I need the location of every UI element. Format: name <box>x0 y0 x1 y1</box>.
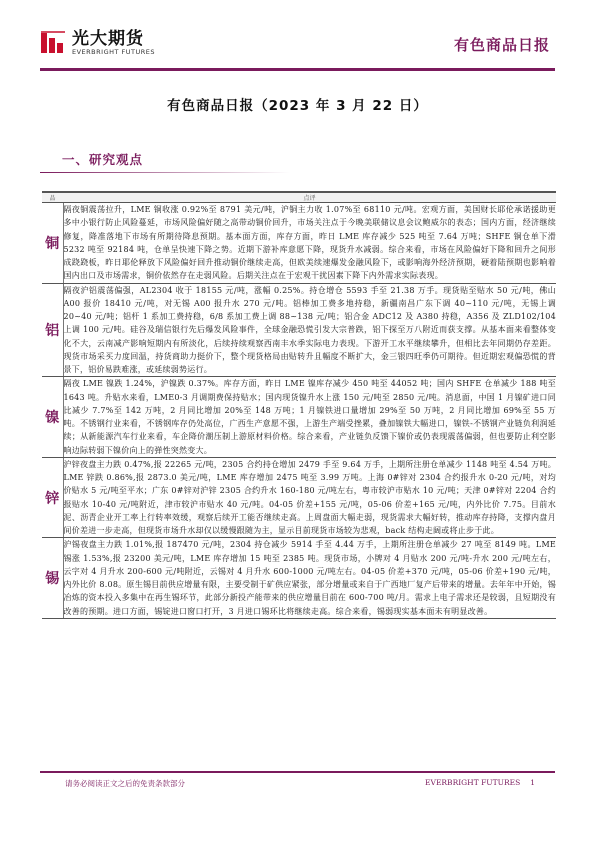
footer-info <box>415 778 535 787</box>
table-header-row <box>42 192 556 203</box>
document-title: 有色商品日报（2023 年 3 月 22 日） <box>167 98 428 114</box>
section-underline <box>40 172 290 173</box>
table-row-nickel <box>42 377 556 458</box>
commentary-table <box>42 191 556 619</box>
logo-mark-icon <box>40 30 66 56</box>
comment-nickel: 隔夜 LME 镍跌 1.24%，沪镍跌 0.37%。库存方面，昨日 LME 镍库存减少 450 吨至 44052 吨；国内 SHFE 仓单减少 188 吨至 1643 吨。升贴水来看，LME0-3 月调期费保持贴水；国内现货镍升水上涨 150 元/吨至 2850 元/吨。消息面，中国 1 月镍矿进口同比减少 7.7%至 142 万吨，2 月同比增加 20%至 148 万吨；1 月镍铁进口量增加 29%至 50 万吨，2 月同比增加 69%至 55 万吨。不锈钢行业来看，不锈钢库存仍处高位，广西生产意愿不强，上游生产端受挫累，叠加镍铁大幅进口，镍铁-不锈钢产业链负利润延续；从新能源汽车行业来看，车企降价潮压制上游原材料价格。综合来看，产业链负反馈下镍价或仍表现震荡偏弱，但也要防止利空影响边际转弱下镍价向上的弹性突然变大。 <box>63 377 556 458</box>
comment-tin: 沪锡夜盘主力跌 1.01%,报 187470 元/吨，2304 持仓减少 5914 手至 4.44 万手，上期所注册仓单减少 27 吨至 8149 吨。LME 锡涨 1.53%,报 23200 美元/吨，LME 库存增加 15 吨至 2385 吨。现货市场，小牌对 4 月贴水 200 元/吨-升水 200 元/吨左右，云字对 4 月升水 200-600 元/吨附近，云锡对 4 月升水 600-1000 元/吨左右。04-05 价差+370 元/吨，05-06 价差+190 元/吨，内外比价 8.08。原生锡目前供应增量有限，主要受制于矿供应紧张，部分增量或来自于广西地厂复产后带来的增量。去年年中开始，锡冶炼的资本投入多集中在再生锡环节，此部分新投产能带来的供应增量目前在 600-700 吨/月。需求上电子需求还是较弱，且短期没有改善的预期。进口方面，锡锭进口窗口打开，3 月进口锡环比将继续走高。综合来看，锡弱现实基本面未有明显改善。 <box>63 538 556 619</box>
logo-name-en: EVERBRIGHT FUTURES <box>72 48 156 56</box>
column-header-comment: 点评 <box>63 192 556 203</box>
comment-zinc: 沪锌夜盘主力跌 0.47%,报 22265 元/吨，2305 合约持仓增加 2479 手至 9.64 万手，上期所注册仓单减少 1148 吨至 4.54 万吨。LME 锌跌 0.86%,报 2873.0 美元/吨，LME 库存增加 2475 吨至 3.99 万吨。上海 0#锌对 2304 合约报升水 0-20 元/吨，对均价贴水 5 元/吨至平水；广东 0#锌对沪锌 2305 合约升水 160-180 元/吨左右，粤市较沪市贴水 10 元/吨；天津 0#锌对 2204 合约报贴水 10-40 元/吨附近，津市较沪市贴水 40 元/吨。04-05 价差+155 元/吨，05-06 价差+165 元/吨，内外比价 7.75。目前水泥、沥青企业开工率上行转率效缓，观察后续开工能否继续走高。上周盘面大幅走弱，现货需求大幅好转，推动库存持降，支撑内盘月间价差进一步走高，但现货市场升水却仅以缓慢跟随为主，显示目前现货市场较为悲观，back 结构走阔或将止步于此。 <box>63 457 556 538</box>
footer-divider <box>40 771 555 773</box>
column-header-metal: 品 <box>42 192 63 203</box>
logo-name-cn: 光大期货 <box>72 29 144 49</box>
metal-label-zinc: 锌 <box>42 457 63 538</box>
metal-label-aluminum: 铝 <box>42 283 63 377</box>
header-divider <box>40 68 555 71</box>
page-number: 1 <box>530 778 535 787</box>
footer-company: EVERBRIGHT FUTURES <box>425 778 521 787</box>
metal-label-copper: 铜 <box>42 203 63 284</box>
table-row-copper <box>42 203 556 284</box>
comment-aluminum: 隔夜沪铝震荡偏强，AL2304 收于 18155 元/吨，涨幅 0.25%。持仓增仓 5593 手至 21.38 万手。现货贴至贴水 50 元/吨，佛山 A00 报价 18410 元/吨，对无锡 A00 报升水 270 元/吨。铝棒加工费多地持稳，新疆南昌广东下调 40~110 元/吨，无锡上调 20~40 元/吨；铝杆 1 系加工费持稳，6/8 系加工费上调 88~138 元/吨；铝合金 ADC12 及 A380 持稳，A356 及 ZLD102/104 上调 100 元/吨。硅谷及瑞信银行先后爆发风险事件，全球金融恐慌引发大宗普跌，铝下探至万八附近而获支撑。从基本面来看整体变化不大，云南减产影响短期内有所淡化，后续持续观察西南丰水季实际电力表现。下游开工水平继续攀升，但相比去年同期仍存差距。现货市场采买力度回温，持货商助力挺价下，整个现货格局由贴转升且幅度不断扩大，金三银四旺季仍可期待。但近期宏观偏恐慌的背景下，铝价易跌难涨，或延续弱势运行。 <box>63 283 556 377</box>
section-heading: 一、研究观点 <box>62 152 144 167</box>
table-row-aluminum <box>42 283 556 377</box>
footer-disclaimer: 请务必阅读正文之后的免责条款部分 <box>65 779 185 788</box>
comment-copper: 隔夜铜震荡拉升，LME 铜收涨 0.92%至 8791 美元/吨，沪铜主力收 1.07%至 68110 元/吨。宏观方面，美国财长耶伦承诺援助更多中小银行防止风险蔓延，市场风险偏好随之高带动铜价回升，市场关注点于今晚美联储议息会议鲍威尔的表态；国内方面，经济继续修复，降准落地下市场有所期待降息预期。基本面方面，库存方面，昨日 LME 库存减少 525 吨至 7.64 万吨；SHFE 铜仓单下滑 5232 吨至 92184 吨，仓单呈快速下降之势。近期下游补库意愿下降，现货升水减弱。综合来看，市场在风险偏好下降和回升之间形成跷跷板，昨日耶伦释放下风险偏好回升推动铜价继续走高，但欧美续速爆发金融风险下，或影响海外经济预期，硬着陆预期也影响着国内出口及市场需求，铜价依然存在走弱风险。后期关注点在于宏观干扰因素下降下内外需求实际表现。 <box>63 203 556 284</box>
table-row-tin <box>42 538 556 619</box>
report-name: 有色商品日报 <box>453 36 550 54</box>
logo-text <box>72 30 155 56</box>
table-row-zinc <box>42 457 556 538</box>
company-logo <box>40 30 155 56</box>
metal-label-tin: 锡 <box>42 538 63 619</box>
metal-label-nickel: 镍 <box>42 377 63 458</box>
